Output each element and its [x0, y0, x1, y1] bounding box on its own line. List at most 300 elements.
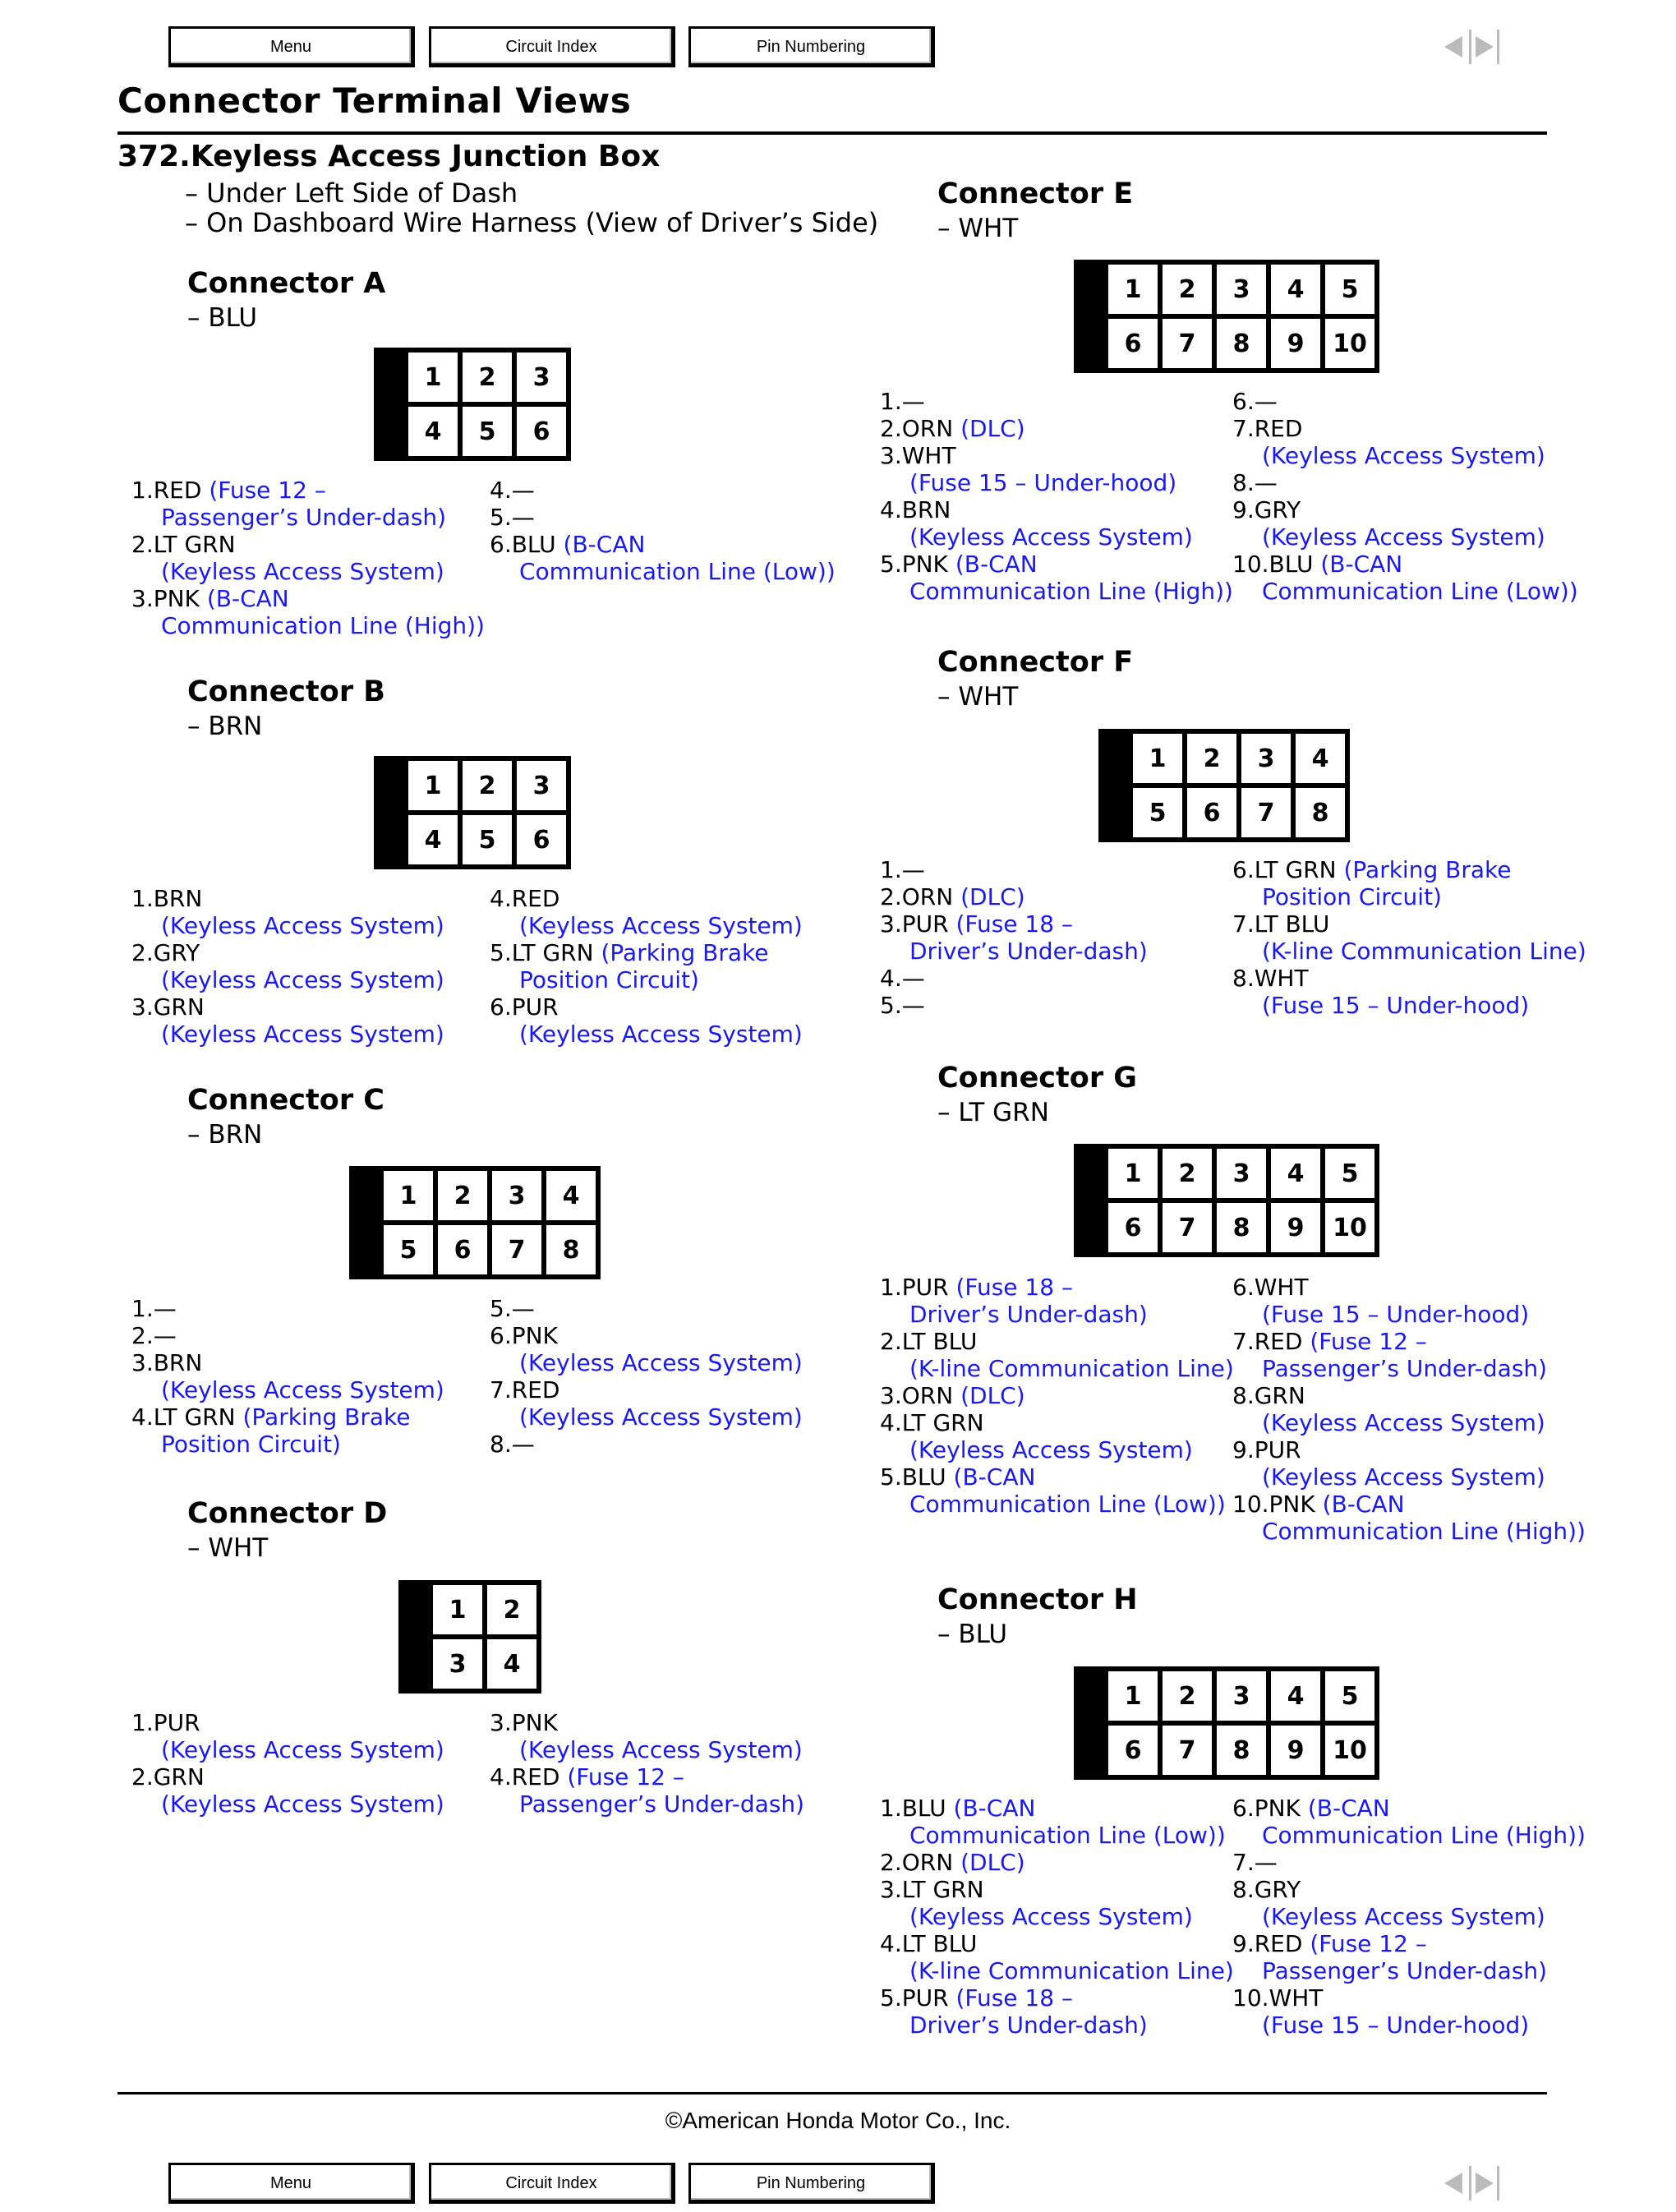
pin-entry — [880, 1328, 1234, 1382]
circuit-description: Communication Line (High)) — [909, 578, 1233, 605]
wire-color: PUR — [153, 1709, 200, 1736]
circuit-description: (Fuse 12 – — [1310, 1328, 1427, 1355]
circuit-description: (Fuse 12 – — [567, 1763, 684, 1790]
pin-entry — [1232, 1328, 1586, 1382]
connector-g-pin-list — [880, 1274, 1234, 1518]
pin-entry — [880, 551, 1233, 605]
circuit-description: (DLC) — [960, 415, 1025, 442]
circuit-description: (DLC) — [960, 1849, 1025, 1876]
arrow-divider — [1469, 2166, 1471, 2200]
wire-color: WHT — [1269, 1984, 1324, 2012]
pin-number: 6. — [490, 993, 512, 1021]
menu-button[interactable]: Menu — [168, 26, 415, 67]
terminal-cell: 6 — [1108, 319, 1158, 368]
circuit-description: Communication Line (High)) — [1262, 1822, 1586, 1849]
pin-number: 3. — [880, 1876, 902, 1903]
next-page-icon[interactable] — [1476, 36, 1494, 58]
circuit-description: (Keyless Access System) — [1262, 1903, 1545, 1930]
pin-entry — [490, 939, 803, 993]
terminal-cell: 8 — [1296, 788, 1345, 837]
pin-number: 8. — [1232, 1382, 1255, 1409]
pin-number: 4. — [880, 1409, 902, 1436]
wire-color: BLU — [1269, 551, 1314, 578]
pin-entry — [490, 1763, 804, 1818]
wire-color: LT BLU — [901, 1328, 978, 1355]
terminal-cell: 9 — [1271, 319, 1320, 368]
terminal-cell: 1 — [1108, 1671, 1158, 1721]
wire-color: RED — [1254, 1930, 1303, 1957]
circuit-description: Communication Line (Low)) — [519, 558, 836, 585]
pin-entry — [880, 883, 1148, 910]
location-line: – On Dashboard Wire Harness (View of Driver’s Side) — [185, 207, 879, 238]
circuit-description: (Keyless Access System) — [909, 1903, 1193, 1930]
circuit-description: Communication Line (High)) — [161, 612, 485, 639]
terminal-cell: 5 — [1325, 1149, 1374, 1198]
terminal-cell: 5 — [1133, 788, 1182, 837]
circuit-description: (Parking Brake — [601, 939, 769, 966]
wire-color: — — [901, 856, 925, 883]
pin-number: 2. — [131, 1322, 154, 1349]
pin-entry — [1232, 1274, 1586, 1328]
connector-key-block — [1079, 265, 1103, 368]
circuit-description: (Keyless Access System) — [161, 1790, 444, 1818]
connector-h-title: Connector H — [937, 1583, 1138, 1616]
terminal-cell: 1 — [433, 1585, 482, 1634]
terminal-cell: 7 — [1163, 1203, 1212, 1252]
previous-page-icon[interactable] — [1444, 2173, 1462, 2194]
pin-entry — [490, 1376, 803, 1431]
pin-number: 5. — [880, 1463, 902, 1491]
circuit-description: (Keyless Access System) — [161, 558, 444, 585]
wire-color: PNK — [153, 585, 200, 612]
pin-number: 8. — [1232, 1876, 1255, 1903]
circuit-description: (K-line Communication Line) — [1262, 938, 1586, 965]
pin-entry — [880, 992, 1148, 1019]
wire-color: — — [1254, 1849, 1278, 1876]
pin-entry — [131, 939, 444, 993]
circuit-description: (B-CAN — [953, 1795, 1036, 1822]
circuit-description: (Fuse 15 – Under-hood) — [1262, 2012, 1530, 2039]
terminal-cell: 7 — [492, 1225, 541, 1274]
pin-entry — [490, 885, 803, 939]
circuit-description: Passenger’s Under-dash) — [1262, 1957, 1548, 1984]
pin-number: 4. — [880, 1930, 902, 1957]
pin-number: 10. — [1232, 1984, 1269, 2012]
pin-numbering-button[interactable]: Pin Numbering — [688, 2163, 935, 2204]
pin-entry — [1232, 1876, 1586, 1930]
terminal-cell: 4 — [1271, 265, 1320, 314]
pin-entry — [880, 442, 1233, 496]
connector-f-color: – WHT — [937, 682, 1019, 712]
copyright: ©American Honda Motor Co., Inc. — [665, 2108, 1011, 2133]
location-line: – Under Left Side of Dash — [185, 177, 518, 209]
circuit-description: (Keyless Access System) — [519, 912, 803, 939]
pin-number: 1. — [131, 1295, 154, 1322]
pin-number: 2. — [880, 1849, 902, 1876]
circuit-description: (Keyless Access System) — [161, 966, 444, 993]
pin-entry — [1232, 856, 1586, 910]
pin-entry — [880, 1930, 1234, 1984]
circuit-description: (Keyless Access System) — [519, 1403, 803, 1431]
pin-number: 5. — [490, 504, 512, 531]
connector-b-diagram — [374, 756, 571, 869]
pin-number: 2. — [880, 415, 902, 442]
wire-color: WHT — [1254, 1274, 1309, 1301]
circuit-description: Passenger’s Under-dash) — [519, 1790, 805, 1818]
circuit-description: Driver’s Under-dash) — [909, 1301, 1148, 1328]
pin-entry — [880, 1382, 1234, 1409]
pin-entry — [1232, 551, 1578, 605]
connector-key-block — [1079, 1149, 1103, 1252]
pin-entry — [131, 477, 485, 531]
pin-entry — [131, 1322, 444, 1349]
pin-number: 7. — [1232, 1849, 1255, 1876]
pin-number: 1. — [131, 1709, 154, 1736]
pin-entry — [880, 1876, 1234, 1930]
circuit-description: (Fuse 18 – — [955, 1984, 1073, 2012]
pin-number: 9. — [1232, 1930, 1255, 1957]
pin-entry — [880, 1409, 1234, 1463]
wire-color: PUR — [901, 1274, 949, 1301]
wire-color: BRN — [901, 496, 951, 523]
circuit-description: (Keyless Access System) — [1262, 523, 1545, 551]
connector-d-pin-list — [490, 1709, 804, 1818]
pin-number: 9. — [1232, 496, 1255, 523]
connector-e-pin-list — [1232, 388, 1578, 605]
connector-c-color: – BRN — [187, 1120, 263, 1150]
connector-b-pin-list — [131, 885, 444, 1048]
pin-number: 1. — [131, 885, 154, 912]
wire-color: BRN — [153, 1349, 203, 1376]
pin-entry — [880, 1795, 1234, 1849]
terminal-cell: 3 — [1217, 1671, 1266, 1721]
terminal-cell: 2 — [487, 1585, 536, 1634]
wire-color: GRN — [1254, 1382, 1305, 1409]
terminal-cell: 7 — [1163, 319, 1212, 368]
wire-color: LT GRN — [901, 1876, 984, 1903]
circuit-description: (B-CAN — [1320, 551, 1403, 578]
terminal-cell: 6 — [438, 1225, 487, 1274]
terminal-cell: 5 — [1325, 1671, 1374, 1721]
wire-color: LT BLU — [901, 1930, 978, 1957]
terminal-cell: 5 — [463, 815, 512, 864]
wire-color: LT GRN — [1254, 856, 1337, 883]
terminal-cell: 5 — [463, 407, 512, 456]
pin-entry — [880, 1984, 1234, 2039]
terminal-cell: 10 — [1325, 1203, 1374, 1252]
pin-number: 8. — [1232, 469, 1255, 496]
terminal-cell: 4 — [487, 1639, 536, 1689]
circuit-description: (Keyless Access System) — [161, 1021, 444, 1048]
arrow-end-bar — [1497, 2166, 1499, 2200]
pin-number: 8. — [1232, 965, 1255, 992]
terminal-cell: 2 — [1163, 1149, 1212, 1198]
pin-entry — [1232, 1436, 1586, 1491]
wire-color: BLU — [511, 531, 556, 558]
pin-number: 6. — [1232, 388, 1255, 415]
pin-entry — [1232, 1795, 1586, 1849]
circuit-description: (DLC) — [960, 883, 1025, 910]
pin-number: 6. — [490, 531, 512, 558]
wire-color: GRN — [153, 993, 205, 1021]
connector-key-block — [379, 353, 403, 456]
wire-color: PUR — [901, 910, 949, 938]
pin-entry — [1232, 1382, 1586, 1436]
connector-e-color: – WHT — [937, 214, 1019, 243]
terminal-cell: 10 — [1325, 1726, 1374, 1775]
pin-number: 4. — [490, 1763, 512, 1790]
pin-entry — [1232, 1930, 1586, 1984]
pin-number: 7. — [1232, 1328, 1255, 1355]
pin-number: 5. — [880, 1984, 902, 2012]
circuit-description: (Keyless Access System) — [519, 1736, 803, 1763]
connector-key-block — [379, 761, 403, 864]
menu-button[interactable]: Menu — [168, 2163, 415, 2204]
header-rule — [117, 131, 1547, 135]
terminal-cell: 3 — [517, 761, 566, 810]
terminal-cell: 6 — [517, 815, 566, 864]
pin-number: 7. — [1232, 415, 1255, 442]
connector-g-pin-list — [1232, 1274, 1586, 1545]
footer-rule — [117, 2092, 1547, 2094]
connector-d-title: Connector D — [187, 1497, 388, 1530]
wire-color: PUR — [1254, 1436, 1301, 1463]
terminal-cell: 3 — [433, 1639, 482, 1689]
wire-color: — — [1254, 469, 1278, 496]
connector-f-pin-list — [1232, 856, 1586, 1019]
connector-b-title: Connector B — [187, 675, 385, 708]
wire-color: WHT — [1254, 965, 1309, 992]
circuit-description: Driver’s Under-dash) — [909, 2012, 1148, 2039]
connector-key-block — [403, 1585, 428, 1689]
connector-c-pin-list — [131, 1295, 444, 1458]
terminal-cell: 1 — [408, 353, 458, 402]
connector-c-title: Connector C — [187, 1084, 384, 1117]
circuit-description: (Keyless Access System) — [161, 1736, 444, 1763]
connector-a-pin-list — [490, 477, 836, 585]
wire-color: — — [901, 965, 925, 992]
circuit-description: (Fuse 12 – — [209, 477, 326, 504]
terminal-cell: 3 — [1241, 734, 1291, 783]
terminal-cell: 2 — [463, 761, 512, 810]
circuit-description: (Fuse 15 – Under-hood) — [909, 469, 1177, 496]
pin-number: 1. — [880, 856, 902, 883]
pin-entry — [1232, 965, 1586, 1019]
wire-color: ORN — [901, 415, 954, 442]
pin-number: 10. — [1232, 551, 1269, 578]
pin-entry — [490, 504, 836, 531]
pin-entry — [1232, 1491, 1586, 1545]
circuit-description: (B-CAN — [1322, 1491, 1405, 1518]
connector-a-title: Connector A — [187, 267, 386, 300]
wire-color: LT GRN — [153, 1403, 236, 1431]
pin-entry — [490, 477, 836, 504]
connector-e-diagram — [1074, 260, 1379, 373]
circuit-description: (Fuse 18 – — [955, 1274, 1073, 1301]
pin-number: 7. — [490, 1376, 512, 1403]
page-title: Connector Terminal Views — [117, 81, 632, 121]
pin-numbering-button[interactable]: Pin Numbering — [688, 26, 935, 67]
circuit-description: (Parking Brake — [1343, 856, 1512, 883]
pin-number: 6. — [1232, 1795, 1255, 1822]
pin-entry — [1232, 496, 1578, 551]
connector-h-pin-list — [880, 1795, 1234, 2039]
pin-number: 2. — [131, 531, 154, 558]
connector-e-title: Connector E — [937, 177, 1134, 210]
wire-color: PNK — [1254, 1795, 1301, 1822]
wire-color: LT GRN — [901, 1409, 984, 1436]
connector-d-pin-list — [131, 1709, 444, 1818]
wire-color: GRY — [1254, 1876, 1301, 1903]
pin-number: 3. — [490, 1709, 512, 1736]
terminal-cell: 3 — [1217, 265, 1266, 314]
terminal-cell: 1 — [384, 1171, 433, 1220]
circuit-description: (B-CAN — [1307, 1795, 1390, 1822]
pin-number: 1. — [880, 1274, 902, 1301]
terminal-cell: 9 — [1271, 1203, 1320, 1252]
connector-f-diagram — [1098, 729, 1350, 842]
pin-entry — [490, 1295, 803, 1322]
circuit-description: Position Circuit) — [161, 1431, 341, 1458]
circuit-description: Position Circuit) — [519, 966, 699, 993]
wire-color: LT GRN — [153, 531, 236, 558]
terminal-cell: 2 — [1163, 1671, 1212, 1721]
pin-entry — [131, 885, 444, 939]
connector-d-diagram — [398, 1580, 541, 1694]
connector-a-diagram — [374, 348, 571, 461]
terminal-cell: 3 — [492, 1171, 541, 1220]
terminal-cell: 4 — [408, 815, 458, 864]
connector-h-color: – BLU — [937, 1620, 1008, 1649]
wire-color: — — [901, 388, 925, 415]
pin-number: 4. — [880, 965, 902, 992]
wire-color: RED — [511, 885, 560, 912]
terminal-cell: 6 — [1187, 788, 1236, 837]
circuit-description: (Keyless Access System) — [1262, 1463, 1545, 1491]
wire-color: — — [511, 1431, 535, 1458]
connector-a-color: – BLU — [187, 303, 258, 333]
circuit-description: (Keyless Access System) — [161, 912, 444, 939]
connector-f-pin-list — [880, 856, 1148, 1019]
terminal-cell: 4 — [1296, 734, 1345, 783]
connector-key-block — [1079, 1671, 1103, 1775]
connector-g-diagram — [1074, 1144, 1379, 1257]
page-arrows — [1439, 28, 1513, 66]
wire-color: BRN — [153, 885, 203, 912]
wire-color: LT BLU — [1254, 910, 1330, 938]
wire-color: PNK — [1269, 1491, 1315, 1518]
connector-a-pin-list — [131, 477, 485, 639]
connector-c-pin-list — [490, 1295, 803, 1458]
circuit-description: Passenger’s Under-dash) — [161, 504, 447, 531]
terminal-cell: 7 — [1241, 788, 1291, 837]
pin-entry — [880, 1849, 1234, 1876]
wire-color: — — [1254, 388, 1278, 415]
wire-color: — — [511, 1295, 535, 1322]
pin-entry — [131, 1763, 444, 1818]
pin-number: 9. — [1232, 1436, 1255, 1463]
wire-color: PNK — [511, 1709, 558, 1736]
pin-number: 3. — [880, 910, 902, 938]
pin-entry — [880, 910, 1148, 965]
pin-number: 6. — [1232, 856, 1255, 883]
terminal-cell: 3 — [1217, 1149, 1266, 1198]
pin-number: 1. — [131, 477, 154, 504]
circuit-description: (Keyless Access System) — [909, 523, 1193, 551]
terminal-cell: 2 — [1187, 734, 1236, 783]
terminal-cell: 5 — [1325, 265, 1374, 314]
pin-number: 3. — [131, 1349, 154, 1376]
wire-color: BLU — [901, 1795, 946, 1822]
terminal-cell: 9 — [1271, 1726, 1320, 1775]
circuit-index-button[interactable]: Circuit Index — [429, 2163, 675, 2204]
circuit-description: (B-CAN — [206, 585, 289, 612]
terminal-cell: 6 — [517, 407, 566, 456]
pin-entry — [131, 1349, 444, 1403]
pin-entry — [131, 585, 485, 639]
wire-color: GRN — [153, 1763, 205, 1790]
terminal-cell: 3 — [517, 353, 566, 402]
pin-number: 2. — [880, 1328, 902, 1355]
connector-g-color: – LT GRN — [937, 1098, 1049, 1127]
pin-number: 4. — [490, 885, 512, 912]
previous-page-icon[interactable] — [1444, 36, 1462, 58]
terminal-cell: 4 — [408, 407, 458, 456]
connector-h-pin-list — [1232, 1795, 1586, 2039]
terminal-cell: 8 — [546, 1225, 596, 1274]
connector-d-color: – WHT — [187, 1533, 269, 1563]
terminal-cell: 2 — [1163, 265, 1212, 314]
pin-entry — [880, 1463, 1234, 1518]
circuit-description: (B-CAN — [563, 531, 646, 558]
terminal-cell: 2 — [438, 1171, 487, 1220]
circuit-description: (Keyless Access System) — [1262, 1409, 1545, 1436]
connector-c-diagram — [349, 1166, 601, 1279]
terminal-cell: 8 — [1217, 319, 1266, 368]
pin-entry — [880, 388, 1233, 415]
pin-number: 3. — [880, 442, 902, 469]
pin-entry — [880, 1274, 1234, 1328]
terminal-cell: 1 — [408, 761, 458, 810]
circuit-description: Driver’s Under-dash) — [909, 938, 1148, 965]
top-nav — [0, 26, 1676, 76]
pin-number: 4. — [490, 477, 512, 504]
wire-color: — — [511, 504, 535, 531]
pin-number: 5. — [880, 551, 902, 578]
pin-entry — [1232, 910, 1586, 965]
pin-number: 7. — [1232, 910, 1255, 938]
pin-number: 4. — [880, 496, 902, 523]
pin-number: 6. — [1232, 1274, 1255, 1301]
connector-f-title: Connector F — [937, 646, 1134, 679]
wire-color: PUR — [511, 993, 559, 1021]
circuit-index-button[interactable]: Circuit Index — [429, 26, 675, 67]
circuit-description: (DLC) — [960, 1382, 1025, 1409]
connector-b-pin-list — [490, 885, 803, 1048]
pin-entry — [131, 531, 485, 585]
circuit-description: (Keyless Access System) — [161, 1376, 444, 1403]
terminal-cell: 4 — [1271, 1149, 1320, 1198]
next-page-icon[interactable] — [1476, 2173, 1494, 2194]
pin-entry — [1232, 469, 1578, 496]
wire-color: — — [901, 992, 925, 1019]
circuit-description: (K-line Communication Line) — [909, 1957, 1234, 1984]
terminal-cell: 8 — [1217, 1203, 1266, 1252]
wire-color: GRY — [153, 939, 200, 966]
bottom-nav — [0, 2163, 1676, 2212]
pin-entry — [1232, 1849, 1586, 1876]
pin-number: 1. — [880, 388, 902, 415]
